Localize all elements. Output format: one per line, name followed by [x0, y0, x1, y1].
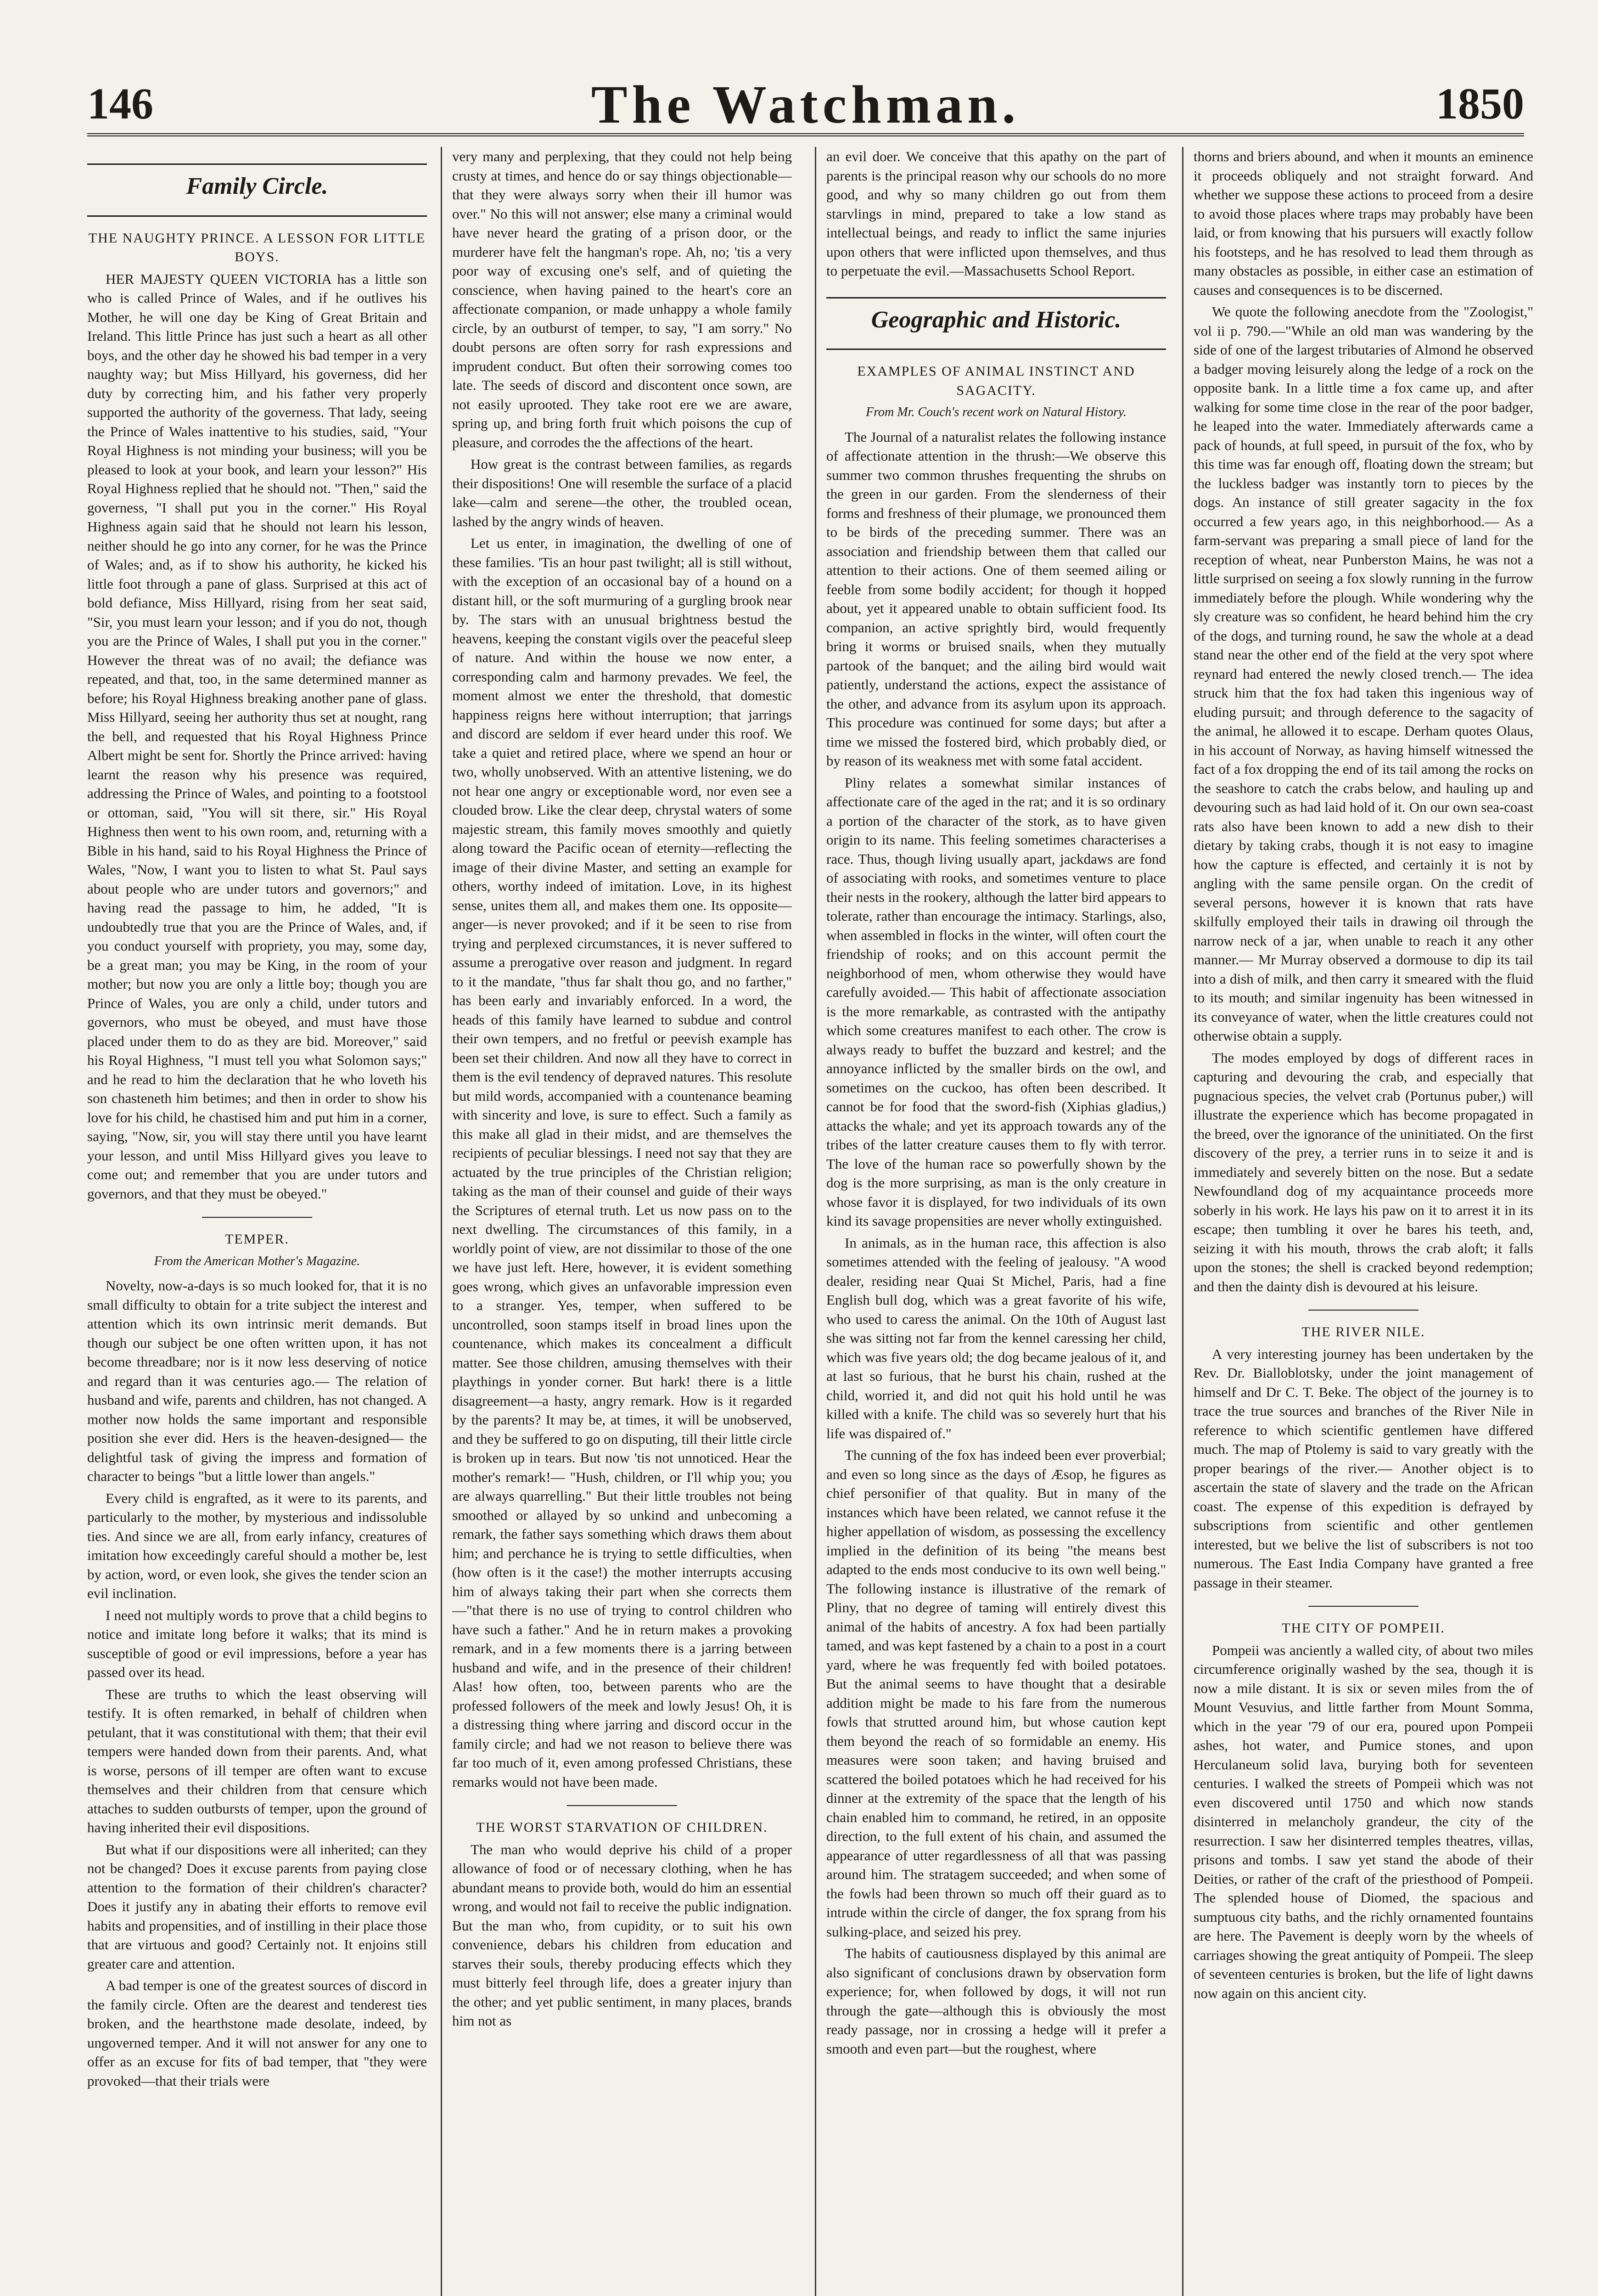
- article-heading: THE WORST STARVATION OF CHILDREN.: [476, 1820, 768, 1835]
- year: 1850: [1436, 79, 1524, 128]
- paragraph: But what if our dispositions were all inherited; can they not be changed? Does it excuse parents from paying close attention to the formation of their children's character? Does it justify any in abating their efforts to remove evil habits and propensities, and of instilling in their place those that are virtuous and good? Certainly not. It enjoins still greater care and attention.: [87, 1841, 427, 1972]
- column-2: [452, 147, 792, 2296]
- paragraph: an evil doer. We conceive that this apathy on the part of parents is the principal reason why our schools do no more good, and why so many children go out from them starvlings in mind, prepared to take a low stand as intellectual beings, and ready to inflict the same injuries upon others that were inflicted upon themselves, and thus to perpetuate the evil.—Massachusetts School Report.: [826, 148, 1166, 279]
- article-source: From Mr. Couch's recent work on Natural History.: [866, 405, 1127, 419]
- paragraph: These are truths to which the least observing will testify. It is often remarked, in behalf of children when petulant, that it was constitutional with them; that their evil tempers were handed down from their parents. And, what is worse, persons of ill temper are often want to excuse themselves and their children from that censure which attaches to sudden outbursts of temper, upon the ground of having inherited their evil dispositions.: [87, 1686, 427, 1835]
- article-heading: THE RIVER NILE.: [1301, 1324, 1425, 1339]
- page-number: 146: [87, 79, 153, 128]
- article-heading: THE CITY OF POMPEII.: [1282, 1621, 1445, 1636]
- paragraph: I need not multiply words to prove that a child begins to notice and imitate long before it walks; that its mind is susceptible of good or evil impressions, before a year has passed over its head.: [87, 1607, 427, 1680]
- paragraph: The modes employed by dogs of different races in capturing and devouring the crab, and especially that pugnacious species, the velvet crab (Portunus puber,) will illustrate the experience which has become propagated in the breed, over the ignorance of the uninitiated. On the first discovery of the prey, a terrier runs in to seize it and is immediately and severely bitten on the nose. But a sedate Newfoundland dog of my acquaintance proceeds more soberly in his work. He lays his paw on it to arrest it in its escape; then tumbling it over he bares his teeth, and, seizing it with his mouth, throws the crab aloft; it falls upon the stones; the shell is cracked beyond redemption; and then the dainty dish is devoured at his leisure.: [1194, 1049, 1533, 1294]
- department-heading: Family Circle.: [186, 173, 328, 199]
- paragraph: Pliny relates a somewhat similar instances of affectionate care of the aged in the rat; and it is so ordinary a portion of the character of the stork, as to have given origin to its name. This feeling sometimes characterises a race. Thus, though living usually apart, jackdaws are fond of associating with rooks, and sometimes venture to place their nests in the rookery, although the latter bird appears to tolerate, rather than encourage the intimacy. Starlings, also, when assembled in flocks in the winter, will often court the friendship of rooks; and on this account permit the neighborhood of men, whom otherwise they would have carefully avoided.— This habit of affectionate association is the more remarkable, as contrasted with the antipathy which some creatures manifest to each other. The crow is always ready to buffet the buzzard and kestrel; and the annoyance inflicted by the smaller birds on the owl, and sometimes on the cuckoo, has often been described. It cannot be for food that the sword-fish (Xiphias gladius,) attacks the whale; and yet its approach towards any of the tribes of the latter creature causes them to fly with terror. The love of the human race so powerfully shown by the dog is the more surprising, as man is the only creature in whose favor it is displayed, for two individuals of its own kind its savage propensities are never wholly extinguished.: [826, 774, 1166, 1229]
- column-rule: [1182, 147, 1183, 2296]
- paragraph: Every child is engrafted, as it were to its parents, and particularly to the mother, by mysterious and indissoluble ties. And since we are all, from early infancy, creatures of imitation how exceedingly careful should a mother be, lest by action, word, or even look, she gives the tender scion an evil inclination.: [87, 1490, 427, 1601]
- department-heading-box: [826, 297, 1166, 350]
- paragraph: A very interesting journey has been undertaken by the Rev. Dr. Bialloblotsky, under the joint management of himself and Dr C. T. Beke. The object of the journey is to trace the true sources and branches of the River Nile in reference to which scientific gentlemen have differed much. The map of Ptolemy is said to vary greatly with the proper bearings of the river.— Another object is to ascertain the state of slavery and the trade on the African coast. The expense of this expedition is defrayed by subscriptions from scientific and other gentlemen interested, but we belive the list of subscribers is not too numerous. The East India Company have granted a free passage in their steamer.: [1194, 1345, 1533, 1591]
- column-1: [87, 147, 427, 2296]
- paragraph: The Journal of a naturalist relates the following instance of affectionate attention in the thrush:—We observe this summer two common thrushes frequenting the shrubs on the green in our garden. From the slenderness of their forms and freshness of their plumage, we pronounced them to be birds of the preceding summer. There was an association and friendship between them that called our attention to their actions. One of them seemed ailing or feeble from some bodily accident; for though it hopped about, yet it appeared unable to obtain sufficient food. Its companion, an active sprightly bird, would frequently bring it worms or bruised snails, when they mutually partook of the banquet; and the ailing bird would wait patiently, understand the actions, expect the assistance of the other, and advance from its asylum upon its approach. This procedure was continued for some days; but after a time we missed the fostered bird, which probably died, or by reason of its weakness met with some fatal accident.: [826, 428, 1166, 769]
- article-heading: THE NAUGHTY PRINCE. A LESSON FOR LITTLE BOYS.: [88, 230, 426, 264]
- paragraph: The cunning of the fox has indeed been ever proverbial; and even so long since as the days of Æsop, he figures as chief personifier of that quality. But in many of the instances which have been related, we cannot refuse it the higher appellation of wisdom, as possessing the excellency implied in the definition of its being "the means best adapted to the ends most conducive to its own well being." The following instance is illustrative of the remark of Pliny, that no degree of taming will entirely divest this animal of the habits of ancestry. A fox had been partially tamed, and was kept fastened by a chain to a post in a court yard, where he was frequently fed with boiled potatoes. But the animal seems to have thought that a desirable addition might be made to his fare from the numerous fowls that strutted around him, but whose caution kept them beyond the reach of so formidable an enemy. His measures were soon taken; and having bruised and scattered the boiled potatoes which he had received for his dinner at the extremity of the space that the length of his chain enabled him to command, he retired, in an opposite direction, to the full extent of his chain, and assumed the appearance of utter regardlessness of all that was passing around him. The stratagem succeeded; and when some of the fowls had been thrown so much off their guard as to intrude within the circle of danger, the fox sprang from his sulking-place, and seized his prey.: [826, 1447, 1166, 1940]
- column-3: [826, 147, 1166, 2296]
- paragraph: Pompeii was anciently a walled city, of about two miles circumference originally washed by the sea, though it is now a mile distant. It is six or seven miles from the of Mount Vesuvius, and little farther from Mount Somma, which in the year '79 of our era, poured upon Pompeii ashes, hot water, and Pumice stones, and upon Herculaneum solid lava, burying both for seventeen centuries. I walked the streets of Pompeii which was not even discovered until 1750 and which now stands disinterred in melancholy grandeur, the city of the resurrection. I saw her disinterred temples theatres, villas, prisons and tombs. I saw yet stand the abode of their Deities, or rather of the craft of the priesthood of Pompeii. The splended house of Diomed, the spacious and sumptuous city baths, and the richly ornamented fountains are here. The Pavement is deeply worn by the wheels of carriages showing the great antiquity of Pompeii. The sleep of seventeen centuries is broken, but the life of light dawns now again on this ancient city.: [1194, 1642, 1533, 2001]
- paragraph: We quote the following anecdote from the "Zoologist," vol ii p. 790.—"While an old man was wandering by the side of one of the largest tributaries of Almond he observed a badger moving leisurely along the ledge of a rock on the opposite bank. In a little time a fox came up, and after walking for some time close in the rear of the poor badger, he leaped into the water. Immediately afterwards came a pack of hounds, at full speed, in pursuit of the fox, who by this time was far enough off, floating down the stream; but the luckless badger was instantly torn to pieces by the dogs. An instance of still greater sagacity in the fox occurred a few years ago, in this neighborhood.— As a farm-servant was preparing a small piece of land for the reception of wheat, near Punberston Mains, he was not a little surprised on seeing a fox slowly running in the furrow immediately before the plough. While wondering why the sly creature was so confident, he heard behind him the cry of the dogs, and turning round, he saw the whole at a dead stand near the other end of the field at the very spot where reynard had entered the newly closed trench.— The idea struck him that the fox had taken this ingenious way of eluding pursuit; and through deference to the sagacity of the animal, he allowed it to escape. Derham quotes Olaus, in his account of Norway, as having himself witnessed the fact of a fox dropping the end of its tail among the rocks on the seashore to catch the crabs below, and hauling up and devouring such as had laid hold of it. On our own sea-coast rats also have been known to add a new dish to their dietary by taking crabs, though it is not easy to imagine how the capture is effected, and certainly it is not by angling with the same pensile organ. On the credit of several persons, however it is known that rats have skilfully employed their tails in drawing oil through the narrow neck of a jar, when unable to reach it any other manner.— Mr Murray observed a dormouse to dip its tail into a dish of milk, and then carry it smeared with the fluid to its mouth; and similar ingenuity has been witnessed in its conveyance of water, when the little creatures could not otherwise obtain a supply.: [1194, 304, 1533, 1044]
- separator: [1308, 1310, 1419, 1311]
- paragraph: Let us enter, in imagination, the dwelling of one of these families. 'Tis an hour past twilight; all is still without, with the exception of an occasional bay of a hound on a distant hill, or the soft murmuring of a gurgling brook near by. The stars with an unusual brightness bestud the heavens, keeping the constant vigils over the peaceful sleep of nature. And within the house we now enter, a corresponding calm and harmony prevades. We feel, the moment almost we enter the threshold, that domestic happiness reigns here without interruption; that jarrings and discord are seldom if ever heard under this roof. We take a quiet and retired place, where we spend an hour or two, wholly unobserved. With an attentive listening, we do not hear one angry or exceptionable word, nor even see a clouded brow. Like the clear deep, chrystal waters of some majestic stream, this family moves smoothly and quietly along toward the Pacific ocean of eternity—reflecting the image of their divine Master, and setting an example for others, worthy indeed of imitation. Love, in its highest sense, unites them all, and makes them one. Its opposite—anger—is never provoked; and if it be seen to rise from trying and perplexed circumstances, it is never suffered to assume a prerogative over reason and judgment. In regard to it the mandate, "thus far shalt thou go, and no farther," has been early and invariably enforced. In a word, the heads of this family have learned to subdue and control their own tempers, and no fretful or peevish example has been set their children. And now all they have to correct in them is the evil tendency of depraved natures. This resolute but mild words, accompanied with a countenance beaming with sincerity and love, is sure to effect. Such a family as this make all glad in their midst, and are themselves the recipients of peculiar blessings. I need not say that they are actuated by the true principles of the Christian religion; taking as the man of their counsel and guide of their ways the Scriptures of eternal truth. Let us now pass on to the next dwelling. The circumstances of this family, in a worldly point of view, are not dissimilar to those of the one we have just left. Here, however, it is evident something goes wrong, which gives an unfavorable impression even to a stranger. Yes, temper, when suffered to be uncontrolled, soon stamps itself in broad lines upon the countenance, which makes its concealment a difficult matter. See those children, amusing themselves with their playthings in yonder corner. But hark! there is a little disagreement—a hasty, angry remark. How is it regarded by the parents? It may be, at times, it will be unobserved, and they be suffered to go on disputing, till their little circle is broken up in tears. But now 'tis not unnoticed. Hear the mother's remark!— "Hush, children, or I'll whip you; you are always quarrelling." But their little troubles not being smoothed or allayed by so unkind and unbecoming a remark, the father says something which draws them about him; and perchance he is trying to settle difficulties, when (how often is it the case!) the mother interrupts accusing him of always taking their part when she corrects them—"that there is no use of trying to control children who have such a father." And he in return makes a provoking remark, and in a few moments there is a jarring between husband and wife, and in the presence of their children! Alas! how often, too, between parents who are the professed followers of the meek and lowly Jesus! Oh, it is a distressing thing where jarring and discord occur in the family circle; and had we not reason to believe there was far too much of it, even among professed Christians, these remarks would not have been made.: [452, 535, 792, 1790]
- department-heading-box: [87, 163, 427, 217]
- newspaper-title: The Watchman.: [591, 74, 1020, 135]
- article-heading: TEMPER.: [225, 1232, 289, 1247]
- column-rule: [815, 147, 816, 2296]
- paragraph: Novelty, now-a-days is so much looked for, that it is no small difficulty to obtain for a trite subject the interest and attention which its own intrinsic merit demands. But though our subject be one often written upon, it has not become threadbare; nor is it now less deserving of notice and regard than it was centuries ago.— The relation of husband and wife, parents and children, has not changed. A mother now holds the same important and responsible position she ever did. Hers is the heaven-designed— the delightful task of giving the impress and formation of character to beings "but a little lower than angels.": [87, 1277, 427, 1484]
- separator: [202, 1217, 312, 1218]
- column-4: [1194, 147, 1533, 2296]
- paragraph: The man who would deprive his child of a proper allowance of food or of necessary clothing, when he has abundant means to provide both, would do him an essential wrong, and would not fail to receive the public indignation. But the man who, from cupidity, or to suit his own convenience, debars his children from education and starves their souls, thereby producing effects which they must bitterly feel through life, does a greater injury than the other; and yet public sentiment, in many places, brands him not as: [452, 1841, 792, 2029]
- paragraph: very many and perplexing, that they could not help being crusty at times, and hence do or say things objectionable—that they were always sorry when their ill humor was over." No this will not answer; else many a criminal would have never heard the grating of a prison door, or the murderer have felt the hangman's rope. Ah, no; 'tis a very poor way of excusing one's self, and of quieting the conscience, when having pained to the heart's core an affectionate companion, or made unhappy a whole family circle, by an outburst of temper, to say, "I am sorry." No doubt persons are often sorry for rash expressions and imprudent conduct. But often their sorrowing comes too late. The seeds of discord and discontent once sown, are not easily uprooted. They take root ere we are aware, spring up, and bring forth fruit which poisons the cup of pleasure, and corrodes the the affections of the heart.: [452, 148, 792, 450]
- paragraph: How great is the contrast between families, as regards their dispositions! One will resemble the surface of a placid lake—calm and serene—the other, the troubled ocean, lashed by the angry winds of heaven.: [452, 456, 792, 529]
- separator: [1308, 1606, 1419, 1607]
- paragraph: A bad temper is one of the greatest sources of discord in the family circle. Often are the dearest and tenderest ties broken, and the hearthstone made desolate, indeed, by ungoverned temper. And it will not answer for any one to offer as an excuse for fits of bad temper, that "they were provoked—that their trials were: [87, 1977, 427, 2089]
- article-heading: EXAMPLES OF ANIMAL INSTINCT AND SAGACITY.: [857, 364, 1135, 398]
- column-rule: [441, 147, 442, 2296]
- paragraph: The habits of cautiousness displayed by this animal are also significant of conclusions drawn by observation form experience; for, when followed by dogs, it will not run through the gate—although this is obviously the most ready passage, nor in crossing a hedge will it prefer a smooth and even part—but the roughest, where: [826, 1945, 1166, 2057]
- masthead: [87, 69, 1524, 136]
- article-source: From the American Mother's Magazine.: [154, 1254, 360, 1268]
- department-heading: Geographic and Historic.: [871, 306, 1121, 333]
- separator: [567, 1805, 677, 1806]
- paragraph: HER MAJESTY QUEEN VICTORIA has a little son who is called Prince of Wales, and if he outlives his Mother, he will one day be King of Great Britain and Ireland. This little Prince has just such a heart as all other boys, and the other day he showed his bad temper in a very naughty way; but Miss Hillyard, his governess, did her duty by correcting him, and his father very properly supported the authority of the governess. That lady, seeing the Prince of Wales inattentive to his studies, said, "Your Royal Highness is not minding your business; will you be pleased to look at your book, and learn your lesson?" His Royal Highness replied that he should not. "Then," said the governess, "I shall put you in the corner." His Royal Highness again said that he should not learn his lesson, neither should he go into any corner, for he was the Prince of Wales; and, as if to show his authority, he kicked his little foot through a pane of glass. Surprised at this act of bold defiance, Miss Hillyard, rising from her seat said, "Sir, you must learn your lesson; and if you do not, though you are the Prince of Wales, I shall put you in the corner." However the threat was of no avail; the defiance was repeated, and that, too, in the same determined manner as before; his Royal Highness breaking another pane of glass. Miss Hillyard, seeing her authority thus set at nought, rang the bell, and requested that his Royal Highness Prince Albert might be sent for. Shortly the Prince arrived: having learnt the reason why his presence was required, addressing the Prince of Wales, and pointing to a footstool or ottoman, said, "You will sit there, sir." His Royal Highness then went to his own room, and, returning with a Bible in his hand, said to his Royal Highness the Prince of Wales, "Now, I want you to listen to what St. Paul says about people who are under tutors and governors;" and having read the passage to him, he added, "It is undoubtedly true that you are the Prince of Wales, and, if you conduct yourself with propriety, you may, some day, be a great man; you may be King, in the room of your mother; but now you are only a little boy; though you are Prince of Wales, you are only a child, under tutors and governors, who must be obeyed, and must have those placed under them to do as they are bid. Moreover," said his Royal Highness, "I must tell you what Solomon says;" and he read to him the declaration that he who loveth his son chasteneth him betimes; and then in order to show his love for his child, he chastised him and put him in a corner, saying, "Now, sir, you will stay there until you have learnt your lesson, and until Miss Hillyard gives you leave to come out; and remember that you are under tutors and governors, and that they must be obeyed.": [87, 270, 427, 1202]
- paragraph: thorns and briers abound, and when it mounts an eminence it proceeds obliquely and not straight forward. And whether we suppose these actions to proceed from a desire to avoid those places where traps may probably have been laid, or from knowing that his pursuers will exactly follow his footsteps, and he has resolved to lead them through as many obstacles as possible, in either case an estimation of causes and consequences is to be discerned.: [1194, 148, 1533, 298]
- paragraph: In animals, as in the human race, this affection is also sometimes attended with the feeling of jealousy. "A wood dealer, residing near Quai St Michel, Paris, had a fine English bull dog, which was a great favorite of his wife, who used to caress the animal. On the 10th of August last she was sitting not far from the kennel caressing her child, which was five years old; the dog became jealous of it, and at last so furious, that he burst his chain, rushed at the child, worried it, and did not quit his hold until he was killed with a knife. The child was so severely hurt that his life was dispaired of.": [826, 1234, 1166, 1441]
